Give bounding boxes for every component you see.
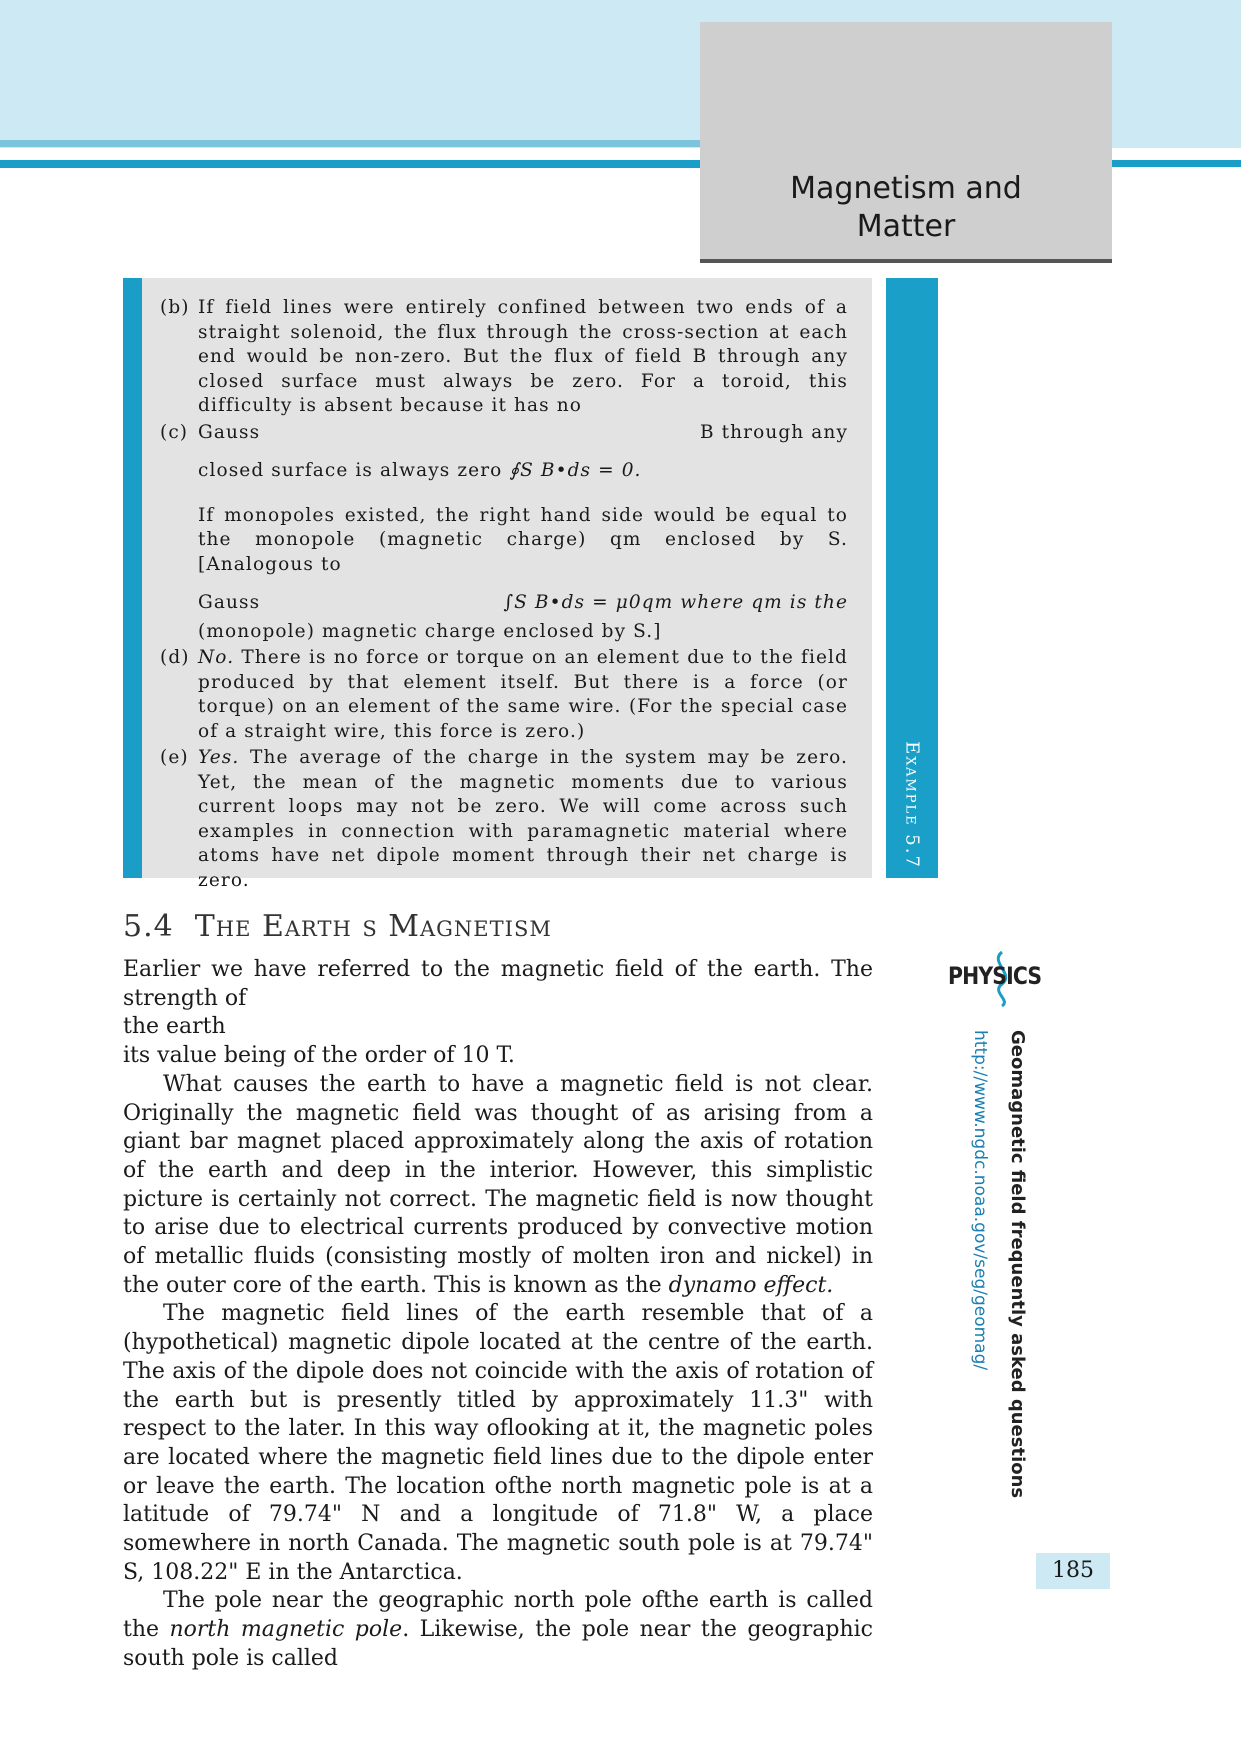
chapter-title-box [700,22,1112,263]
example-content [160,296,848,893]
sidebar-url[interactable]: http://www.ngdc.noaa.gov/seg/geomag/ [970,1030,990,1371]
example-c-monopole: If monopoles existed, the right hand side would be equal to the monopole (magnetic charge) qm enclosed by S. [Analogous to [198,504,848,575]
sidebar-title: Geomagnetic field frequently asked questions [1007,1030,1028,1499]
flux-formula: ∮S B•ds = 0. [509,460,642,481]
example-item-d: (d) No. There is no force or torque on an element due to the field produced by that element itself. But there is a force (or torque) on an element of the same wire. (For the special case of a straight wire, this force is zero.) [160,647,848,742]
example-c-formula-line: closed surface is always zero ∮S B•ds = 0. [198,460,642,481]
paragraph-3: The magnetic field lines of the earth resemble that of a (hypothetical) magnetic dipole located at the centre of the earth. The axis of the dipole does not coincide with the axis of rotation of the earth but is presently titled by approximately 11.3" with respect to the later. In this way oflooking at it, the magnetic poles are located where the magnetic field lines due to the dipole enter or leave the earth. The location ofthe north magnetic pole is at a latitude of 79.74" N and a longitude of 71.8" W, a place somewhere in north Canada. The magnetic south pole is at 79.74" S, 108.22" E in the Antarctica. [123,1301,873,1585]
paragraph-4: The pole near the geographic north pole ofthe earth is called the north magnetic pole. Likewise, the pole near the geographic south pole is called [123,1588,874,1671]
physics-logo: PHYSICS [948,962,1042,990]
example-item-c: (c) Gauss B through any [160,421,848,443]
page-number: 185 [1036,1553,1110,1589]
example-item-b: (b) If field lines were entirely confined between two ends of a straight solenoid, the flux through the cross-section at each end would be non-zero. But the flux of field B through any closed surface must always be zero. For a toroid, this difficulty is absent because it has no [160,297,848,416]
example-c-gauss-line: Gauss ∫S B•ds = μ0qm where qm is the [160,591,848,616]
example-accent-bar [123,278,142,878]
chapter-title: Magnetism and Matter [790,171,1022,244]
gauss-formula: ∫S B•ds = μ0qm where qm is the [503,592,848,613]
header-rule [1108,160,1241,167]
header-rule [0,140,700,147]
example-label: Example 5.7 [901,741,923,869]
example-item-e: (e) Yes. The average of the charge in the system may be zero. Yet, the mean of the magnetic moments due to various current loops may not be zero. We will come across such examples in connection with paramagnetic material where atoms have net dipole moment through their net charge is zero. [160,747,848,891]
example-c-last: (monopole) magnetic charge enclosed by S.] [198,620,662,642]
section-heading: 5.4 The Earth s Magnetism [123,909,552,944]
paragraph-1: Earlier we have referred to the magnetic field of the earth. The strength of the earth its value being of the order of 10 T. [123,957,873,1069]
header-rule [0,160,700,168]
paragraph-2: What causes the earth to have a magnetic field is not clear. Originally the magnetic field was thought of as arising from a giant bar magnet placed approximately along the axis of rotation of the earth and deep in the interior. However, this simplistic picture is certainly not correct. The magnetic field is now thought to arise due to electrical currents produced by convective motion of metallic fluids (consisting mostly of molten iron and nickel) in the outer core of the earth. This is known as the dynamo effect. [123,1071,873,1298]
body-text [123,956,873,1674]
